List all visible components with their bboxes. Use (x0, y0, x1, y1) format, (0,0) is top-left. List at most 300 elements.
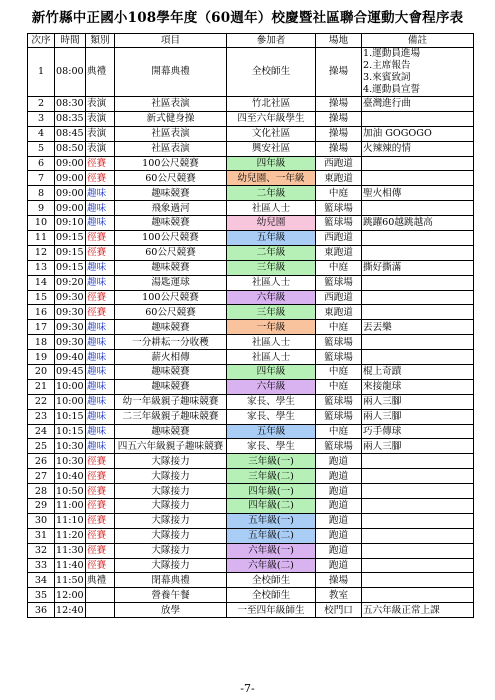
cell-category: 趣味 (86, 201, 115, 216)
cell-participants: 家長、學生 (227, 439, 316, 454)
cell-item: 社區表演 (115, 96, 227, 111)
cell-no: 25 (28, 439, 55, 454)
table-row (28, 260, 474, 275)
cell-participants: 家長、學生 (227, 409, 316, 424)
cell-no: 21 (28, 379, 55, 394)
table-row (28, 216, 474, 231)
cell-participants: 竹北社區 (227, 96, 316, 111)
cell-participants: 一年級 (227, 320, 316, 335)
cell-no: 35 (28, 588, 55, 603)
cell-item: 趣味競賽 (115, 216, 227, 231)
cell-participants: 三年級 (227, 305, 316, 320)
cell-time: 10:00 (56, 381, 84, 393)
header-participants: 參加者 (227, 34, 316, 48)
cell-note (362, 111, 474, 126)
cell-category: 徑賽 (86, 469, 115, 484)
cell-no: 31 (28, 528, 55, 543)
table-row (28, 290, 474, 305)
table-row (28, 96, 474, 111)
cell-no: 15 (28, 290, 55, 305)
cell-participants: 二年級 (227, 186, 316, 201)
cell-note: 兩人三腳 (362, 409, 474, 424)
cell-participants: 四年級 (227, 156, 316, 171)
cell-note (362, 528, 474, 543)
table-row (28, 350, 474, 365)
table-row (28, 305, 474, 320)
cell-time: 09:15 (56, 232, 84, 244)
cell-no: 3 (28, 111, 55, 126)
cell-no: 11 (28, 230, 55, 245)
cell-category: 趣味 (86, 216, 115, 231)
cell-time: 10:30 (56, 455, 84, 467)
table-row (28, 603, 474, 618)
table-row (28, 558, 474, 573)
cell-note (362, 171, 474, 186)
cell-time: 12:40 (56, 604, 84, 616)
cell-item: 100公尺競賽 (115, 156, 227, 171)
cell-participants: 五年級 (227, 424, 316, 439)
cell-participants: 全校師生 (227, 588, 316, 603)
cell-venue: 跑道 (316, 558, 362, 573)
table-row (28, 364, 474, 379)
table-row (28, 275, 474, 290)
cell-venue: 東跑道 (316, 305, 362, 320)
cell-item: 趣味競賽 (115, 260, 227, 275)
cell-item: 大隊接力 (115, 498, 227, 513)
table-row (28, 126, 474, 141)
cell-item: 大隊接力 (115, 513, 227, 528)
cell-no: 13 (28, 260, 55, 275)
cell-time: 09:45 (56, 366, 84, 378)
cell-note (362, 469, 474, 484)
cell-category: 趣味 (86, 335, 115, 350)
cell-participants: 六年級(一) (227, 543, 316, 558)
cell-venue: 教室 (316, 588, 362, 603)
cell-note (362, 305, 474, 320)
cell-category: 徑賽 (86, 543, 115, 558)
cell-note (362, 335, 474, 350)
cell-venue: 跑道 (316, 513, 362, 528)
cell-item: 大隊接力 (115, 469, 227, 484)
cell-venue: 操場 (316, 96, 362, 111)
cell-category (86, 603, 115, 618)
cell-participants: 四至六年級學生 (227, 111, 316, 126)
cell-item: 60公尺競賽 (115, 171, 227, 186)
cell-category: 趣味 (86, 350, 115, 365)
cell-note: 火辣辣的情 (362, 141, 474, 156)
cell-no: 34 (28, 573, 55, 588)
cell-item: 大隊接力 (115, 454, 227, 469)
table-row (28, 573, 474, 588)
cell-note: 棍上奇蹟 (362, 364, 474, 379)
cell-participants: 社區人士 (227, 275, 316, 290)
cell-venue: 籃球場 (316, 335, 362, 350)
cell-category: 典禮 (86, 48, 115, 97)
cell-no: 17 (28, 320, 55, 335)
cell-venue: 跑道 (316, 543, 362, 558)
schedule-body (28, 48, 474, 618)
header-category: 類別 (86, 34, 115, 48)
cell-item: 趣味競賽 (115, 186, 227, 201)
table-row (28, 379, 474, 394)
cell-time: 09:15 (56, 247, 84, 259)
cell-time: 10:40 (56, 470, 84, 482)
cell-no: 23 (28, 409, 55, 424)
cell-time: 09:40 (56, 351, 84, 363)
page-number: -7- (240, 682, 255, 695)
cell-item: 飛象過河 (115, 201, 227, 216)
cell-venue: 操場 (316, 573, 362, 588)
cell-participants: 二年級 (227, 245, 316, 260)
header-no: 次序 (28, 34, 55, 48)
cell-time: 11:50 (56, 574, 84, 586)
cell-time: 09:30 (56, 321, 84, 333)
table-row (28, 513, 474, 528)
table-row (28, 48, 474, 97)
cell-item: 社區表演 (115, 141, 227, 156)
cell-note (362, 498, 474, 513)
cell-note: 五六年級正常上課 (362, 603, 474, 618)
cell-venue: 籃球場 (316, 439, 362, 454)
table-row (28, 201, 474, 216)
cell-note: 跳躍60越跳越高 (362, 216, 474, 231)
cell-no: 24 (28, 424, 55, 439)
cell-time: 11:00 (56, 500, 84, 512)
cell-no: 8 (28, 186, 55, 201)
cell-note: 來接龍球 (362, 379, 474, 394)
cell-no: 14 (28, 275, 55, 290)
cell-item: 大隊接力 (115, 528, 227, 543)
table-row (28, 171, 474, 186)
cell-category: 表演 (86, 96, 115, 111)
cell-time: 09:30 (56, 336, 84, 348)
cell-participants: 全校師生 (227, 573, 316, 588)
cell-category (86, 588, 115, 603)
cell-time: 08:35 (56, 113, 84, 125)
schedule-table (27, 33, 474, 618)
cell-time: 11:20 (56, 530, 84, 542)
cell-category: 徑賽 (86, 290, 115, 305)
cell-category: 徑賽 (86, 558, 115, 573)
cell-participants: 四年級(一) (227, 484, 316, 499)
cell-participants: 幼兒園 (227, 216, 316, 231)
cell-category: 徑賽 (86, 454, 115, 469)
cell-venue: 跑道 (316, 498, 362, 513)
cell-category: 趣味 (86, 364, 115, 379)
cell-time: 10:15 (56, 411, 84, 423)
cell-venue: 跑道 (316, 454, 362, 469)
cell-time: 09:30 (56, 306, 84, 318)
cell-note (362, 290, 474, 305)
cell-note (362, 275, 474, 290)
cell-time: 11:10 (56, 515, 84, 527)
cell-category: 趣味 (86, 379, 115, 394)
cell-venue: 中庭 (316, 186, 362, 201)
cell-no: 1 (28, 48, 55, 97)
cell-note (362, 558, 474, 573)
cell-venue: 跑道 (316, 484, 362, 499)
page-title: 新竹縣中正國小108學年度（60週年）校慶暨社區聯合運動大會程序表 (31, 10, 464, 26)
cell-venue: 操場 (316, 126, 362, 141)
cell-item: 幼一年級親子趣味競賽 (115, 394, 227, 409)
table-row (28, 394, 474, 409)
cell-category: 徑賽 (86, 305, 115, 320)
cell-category: 表演 (86, 111, 115, 126)
cell-venue: 籃球場 (316, 216, 362, 231)
cell-no: 12 (28, 245, 55, 260)
cell-note: 聖火相傳 (362, 186, 474, 201)
cell-venue: 中庭 (316, 260, 362, 275)
cell-note (362, 350, 474, 365)
cell-note: 撕好撕滿 (362, 260, 474, 275)
table-row (28, 141, 474, 156)
cell-item: 趣味競賽 (115, 364, 227, 379)
cell-item: 100公尺競賽 (115, 230, 227, 245)
cell-no: 33 (28, 558, 55, 573)
cell-note: 兩人三腳 (362, 439, 474, 454)
table-row (28, 245, 474, 260)
cell-item: 二三年級親子趣味競賽 (115, 409, 227, 424)
table-row (28, 186, 474, 201)
cell-note (362, 201, 474, 216)
cell-participants: 六年級 (227, 379, 316, 394)
cell-category: 表演 (86, 141, 115, 156)
cell-item: 放學 (115, 603, 227, 618)
cell-time: 10:50 (56, 485, 84, 497)
note-list (363, 48, 472, 96)
cell-no: 20 (28, 364, 55, 379)
cell-note (362, 156, 474, 171)
cell-category: 趣味 (86, 424, 115, 439)
cell-participants: 一至四年級師生 (227, 603, 316, 618)
cell-item: 大隊接力 (115, 484, 227, 499)
cell-participants: 全校師生 (227, 48, 316, 97)
cell-time: 09:00 (56, 187, 84, 199)
cell-category: 徑賽 (86, 498, 115, 513)
cell-item: 新式健身操 (115, 111, 227, 126)
cell-participants: 三年級(二) (227, 469, 316, 484)
table-row (28, 156, 474, 171)
cell-venue: 籃球場 (316, 275, 362, 290)
cell-venue: 校門口 (316, 603, 362, 618)
cell-category: 徑賽 (86, 513, 115, 528)
table-row (28, 588, 474, 603)
cell-category: 趣味 (86, 439, 115, 454)
cell-venue: 操場 (316, 111, 362, 126)
cell-note (362, 573, 474, 588)
header-note: 備註 (362, 34, 474, 48)
cell-participants: 四年級(二) (227, 498, 316, 513)
cell-no: 26 (28, 454, 55, 469)
table-row (28, 498, 474, 513)
cell-no: 27 (28, 469, 55, 484)
cell-no: 16 (28, 305, 55, 320)
cell-time: 08:45 (56, 128, 84, 140)
table-row (28, 335, 474, 350)
table-row (28, 409, 474, 424)
note-line: 2.主席報告 (363, 59, 411, 71)
cell-venue: 西跑道 (316, 230, 362, 245)
cell-no: 36 (28, 603, 55, 618)
cell-note (362, 454, 474, 469)
cell-item: 趣味競賽 (115, 379, 227, 394)
cell-item: 100公尺競賽 (115, 290, 227, 305)
cell-note (362, 484, 474, 499)
cell-note (362, 245, 474, 260)
table-row (28, 111, 474, 126)
cell-category: 趣味 (86, 186, 115, 201)
cell-time: 09:00 (56, 202, 84, 214)
cell-venue: 操場 (316, 141, 362, 156)
cell-participants: 幼兒園、一年級 (227, 171, 316, 186)
cell-venue: 跑道 (316, 528, 362, 543)
cell-no: 9 (28, 201, 55, 216)
cell-note (362, 230, 474, 245)
cell-participants: 家長、學生 (227, 394, 316, 409)
note-line: 1.運動員進場 (363, 48, 421, 59)
table-row (28, 528, 474, 543)
cell-time: 09:15 (56, 262, 84, 274)
cell-time: 12:00 (56, 589, 84, 601)
cell-participants: 社區人士 (227, 335, 316, 350)
cell-time: 11:40 (56, 559, 84, 571)
cell-participants: 五年級(一) (227, 513, 316, 528)
cell-time: 10:00 (56, 396, 84, 408)
cell-participants: 興安社區 (227, 141, 316, 156)
cell-note: 丟丟樂 (362, 320, 474, 335)
table-row (28, 484, 474, 499)
cell-note (362, 543, 474, 558)
table-row (28, 469, 474, 484)
cell-time: 09:00 (56, 172, 84, 184)
cell-time: 08:00 (55, 48, 86, 97)
cell-item: 四五六年級親子趣味競賽 (115, 439, 227, 454)
header-venue: 場地 (316, 34, 362, 48)
cell-category: 徑賽 (86, 484, 115, 499)
header-item: 項目 (115, 34, 227, 48)
cell-no: 7 (28, 171, 55, 186)
cell-no: 19 (28, 350, 55, 365)
cell-venue: 籃球場 (316, 409, 362, 424)
cell-venue: 中庭 (316, 364, 362, 379)
cell-participants: 四年級 (227, 364, 316, 379)
table-row (28, 230, 474, 245)
cell-venue: 中庭 (316, 379, 362, 394)
cell-note: 巧手傳球 (362, 424, 474, 439)
cell-participants: 六年級 (227, 290, 316, 305)
note-line: 4.運動員宣誓 (363, 83, 421, 95)
cell-category: 趣味 (86, 409, 115, 424)
cell-venue: 籃球場 (316, 350, 362, 365)
cell-participants: 五年級 (227, 230, 316, 245)
cell-no: 30 (28, 513, 55, 528)
cell-item: 閉幕典禮 (115, 573, 227, 588)
cell-category: 趣味 (86, 275, 115, 290)
cell-category: 徑賽 (86, 245, 115, 260)
cell-no: 4 (28, 126, 55, 141)
table-row (28, 543, 474, 558)
cell-item: 大隊接力 (115, 558, 227, 573)
header-time: 時間 (55, 34, 86, 48)
cell-item: 湯匙運球 (115, 275, 227, 290)
cell-no: 22 (28, 394, 55, 409)
cell-no: 18 (28, 335, 55, 350)
cell-venue: 西跑道 (316, 156, 362, 171)
cell-note (362, 588, 474, 603)
cell-no: 2 (28, 96, 55, 111)
cell-no: 5 (28, 141, 55, 156)
cell-time: 08:30 (56, 98, 84, 110)
cell-participants: 社區人士 (227, 350, 316, 365)
table-row (28, 439, 474, 454)
cell-venue: 中庭 (316, 424, 362, 439)
cell-item: 營養午餐 (115, 588, 227, 603)
cell-note (362, 513, 474, 528)
cell-time: 10:30 (56, 440, 84, 452)
cell-venue: 操場 (316, 48, 362, 97)
cell-participants: 社區人士 (227, 201, 316, 216)
cell-category: 徑賽 (86, 171, 115, 186)
note-line: 3.來賓致詞 (363, 71, 411, 83)
cell-venue: 籃球場 (316, 201, 362, 216)
cell-time: 09:00 (56, 157, 84, 169)
cell-category: 表演 (86, 126, 115, 141)
cell-item: 開幕典禮 (115, 48, 227, 97)
cell-time: 09:10 (56, 217, 84, 229)
cell-item: 60公尺競賽 (115, 245, 227, 260)
cell-item: 趣味競賽 (115, 320, 227, 335)
cell-participants: 五年級(二) (227, 528, 316, 543)
cell-venue: 跑道 (316, 469, 362, 484)
cell-no: 29 (28, 498, 55, 513)
cell-time: 10:15 (56, 425, 84, 437)
cell-no: 32 (28, 543, 55, 558)
table-row (28, 320, 474, 335)
cell-category: 典禮 (86, 573, 115, 588)
table-row (28, 424, 474, 439)
cell-item: 大隊接力 (115, 543, 227, 558)
cell-time: 09:20 (56, 277, 84, 289)
cell-category: 徑賽 (86, 230, 115, 245)
cell-venue: 東跑道 (316, 245, 362, 260)
cell-participants: 三年級 (227, 260, 316, 275)
cell-venue: 西跑道 (316, 290, 362, 305)
cell-category: 徑賽 (86, 528, 115, 543)
table-row (28, 454, 474, 469)
cell-note: 臺灣進行曲 (362, 96, 474, 111)
cell-category: 趣味 (86, 260, 115, 275)
cell-time: 11:30 (56, 545, 84, 557)
cell-item: 一分耕耘一分收穫 (115, 335, 227, 350)
cell-venue: 東跑道 (316, 171, 362, 186)
cell-category: 趣味 (86, 320, 115, 335)
cell-item: 社區表演 (115, 126, 227, 141)
table-header-row (28, 34, 474, 48)
cell-participants: 六年級(二) (227, 558, 316, 573)
cell-participants: 文化社區 (227, 126, 316, 141)
cell-category: 徑賽 (86, 156, 115, 171)
cell-venue: 中庭 (316, 320, 362, 335)
cell-venue: 籃球場 (316, 394, 362, 409)
cell-time: 08:50 (56, 143, 84, 155)
cell-note: 兩人三腳 (362, 394, 474, 409)
cell-item: 薪火相傳 (115, 350, 227, 365)
cell-no: 28 (28, 484, 55, 499)
cell-note (362, 48, 474, 97)
cell-participants: 三年級(一) (227, 454, 316, 469)
cell-note: 加油 GOGOGO (362, 126, 474, 141)
cell-no: 6 (28, 156, 55, 171)
